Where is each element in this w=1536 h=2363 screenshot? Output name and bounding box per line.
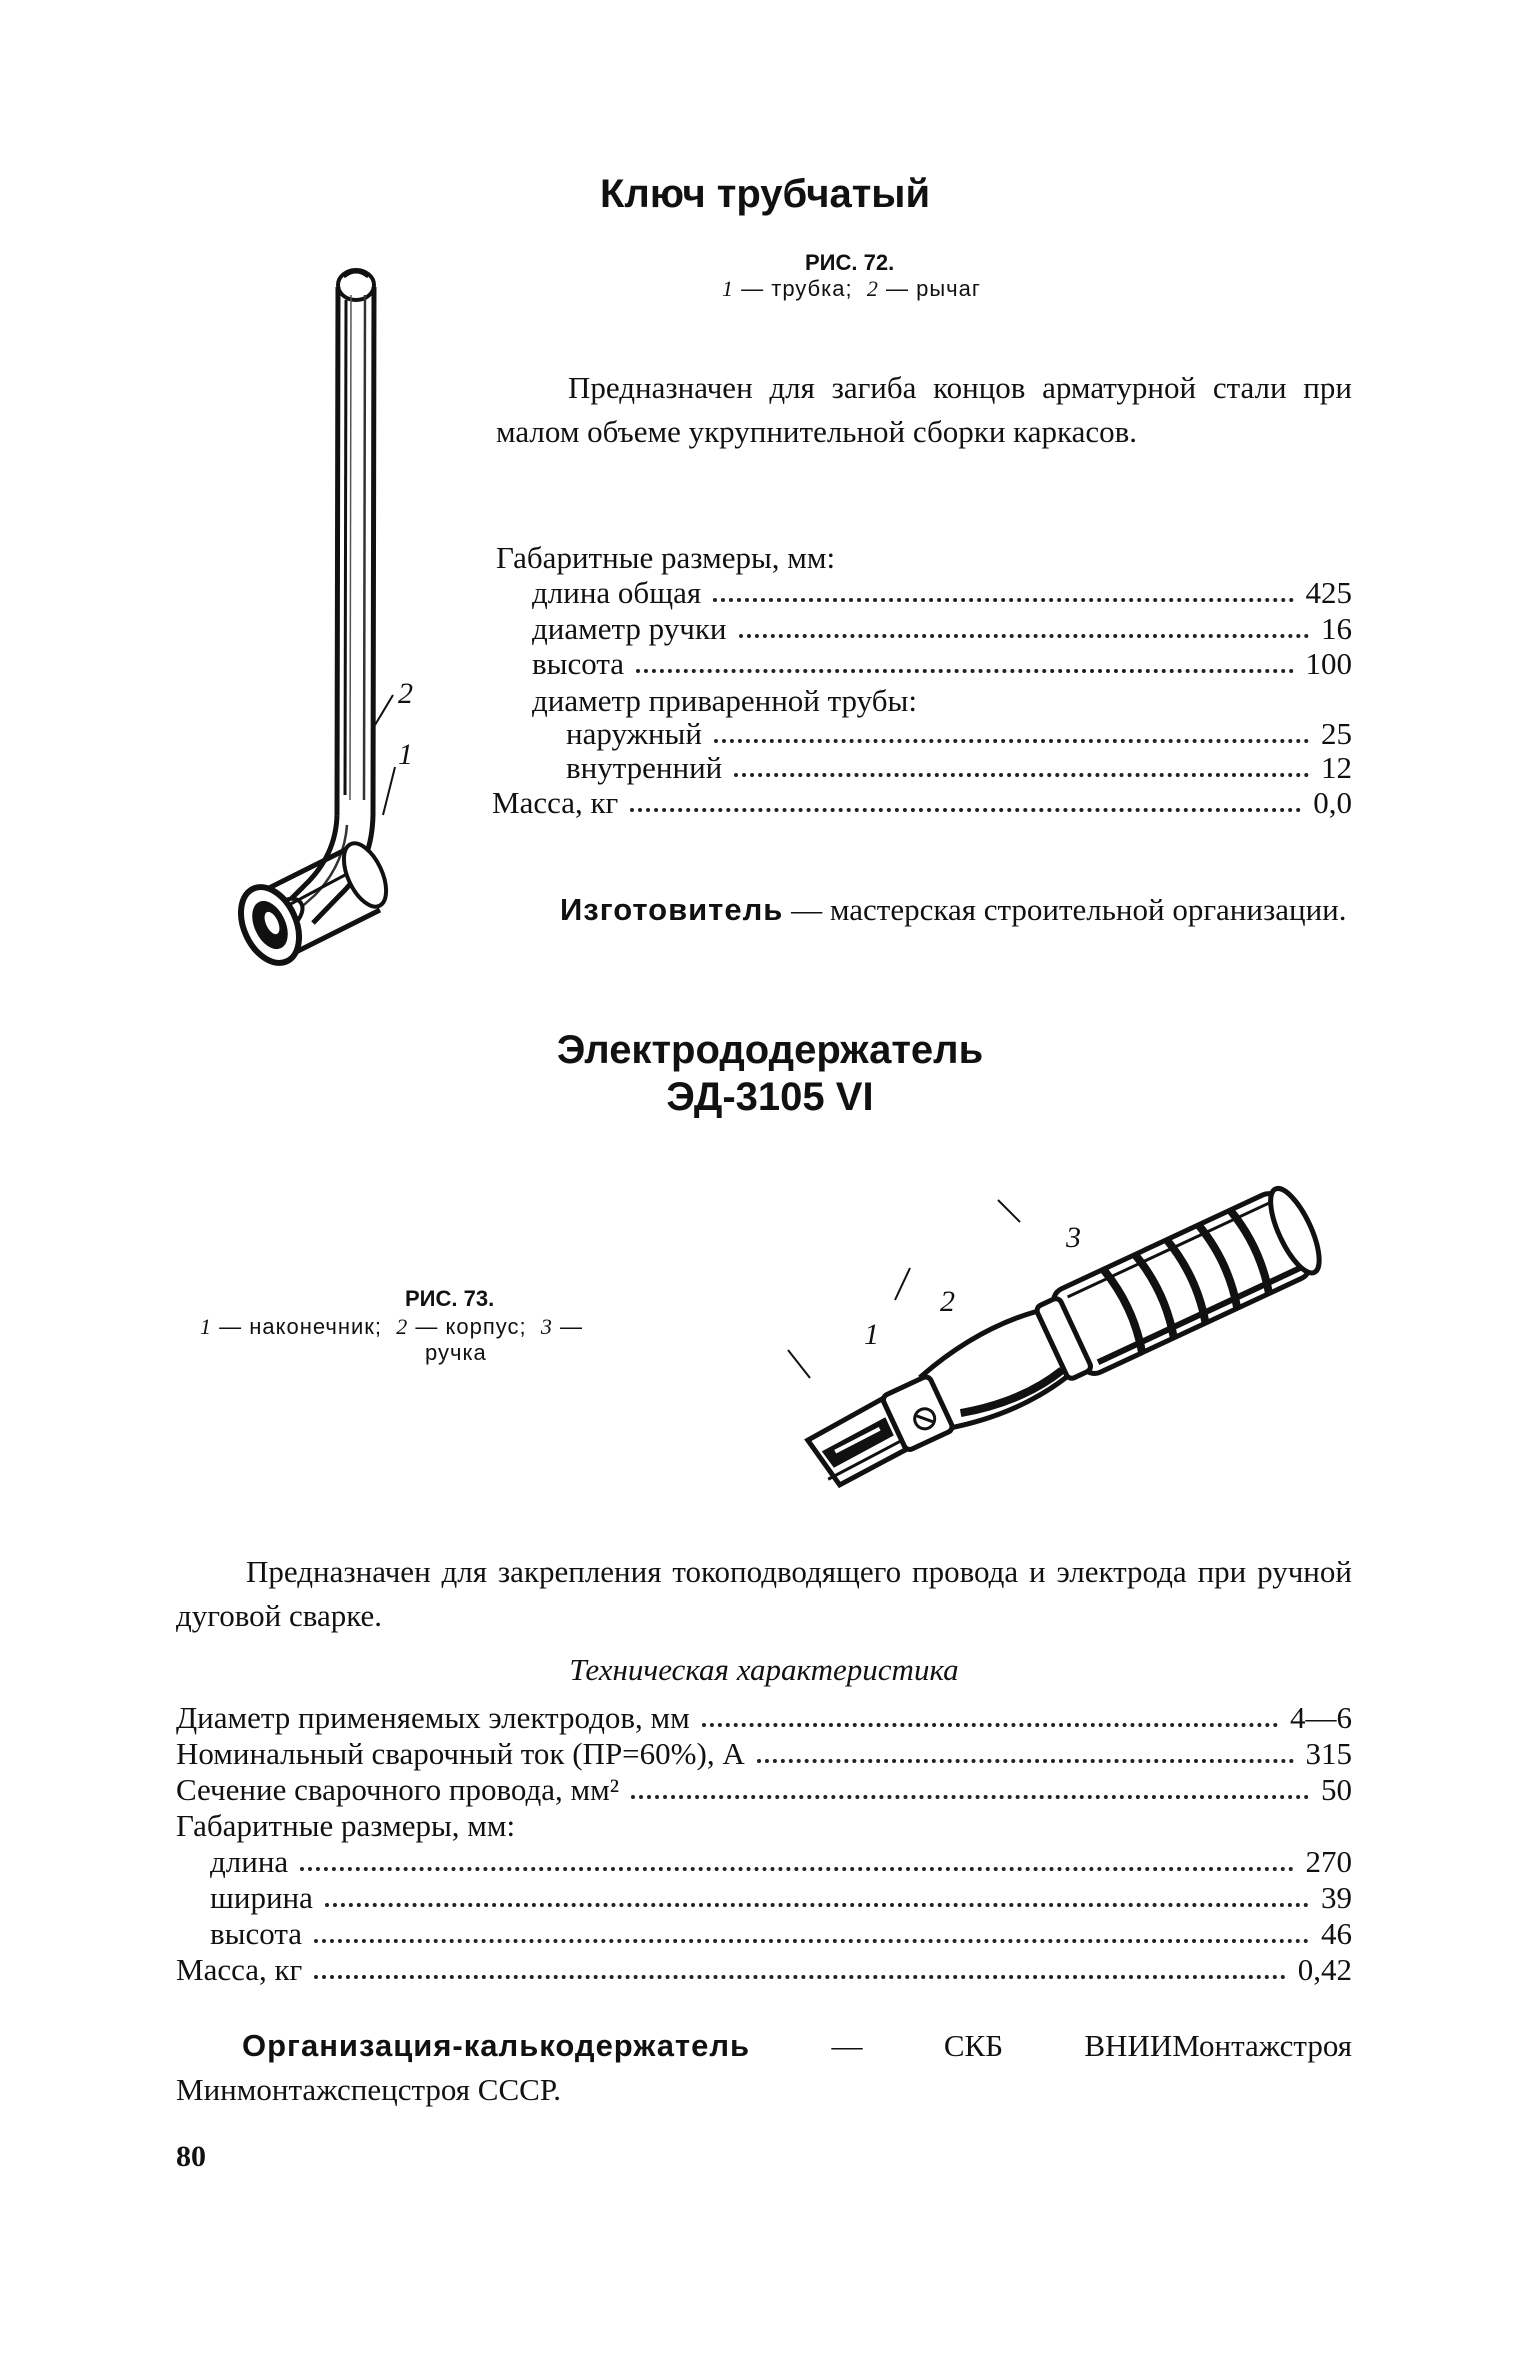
spec-value: 315 xyxy=(1305,1736,1352,1771)
fig72-legend-2-text: — рычаг xyxy=(885,276,981,301)
spec-value: 25 xyxy=(1321,716,1352,751)
spec-name: длина xyxy=(210,1844,289,1879)
spec-row xyxy=(210,1844,1352,1880)
spec-name: ширина xyxy=(210,1880,313,1915)
spec-value: 0,42 xyxy=(1297,1952,1352,1987)
org-text: — СКБ ВНИИМонтажстроя Минмонтажспецстроя СССР. xyxy=(176,2028,1352,2107)
fig72-legend-1-text: — трубка; xyxy=(741,276,853,301)
section1-title: Ключ трубчатый xyxy=(600,172,931,216)
spec-subheading: диаметр приваренной трубы: xyxy=(532,683,917,718)
spec-name: Масса, кг xyxy=(176,1952,303,1987)
spec-row xyxy=(176,1700,1352,1736)
spec-name: высота xyxy=(532,646,625,681)
spec-row xyxy=(566,716,1352,752)
spec-row xyxy=(210,1880,1352,1916)
section1-purpose: Предназначен для загиба концов арматурной стали при малом объеме укрупнительной сборки каркасов. xyxy=(496,370,1352,449)
spec-value: 4—6 xyxy=(1290,1700,1352,1735)
fig73-legend-3-num: 3 xyxy=(540,1314,553,1339)
leader-dots xyxy=(630,808,1301,812)
fig73-callout-3: 3 xyxy=(1066,1221,1081,1254)
leader-dots xyxy=(314,1939,1309,1943)
section1-maker xyxy=(496,888,1352,932)
fig73-legend xyxy=(200,1314,583,1340)
section2-title-line1: Электрододержатель xyxy=(556,1028,984,1072)
fig73-legend-cont: ручка xyxy=(425,1340,487,1365)
fig73-legend-2-num: 2 xyxy=(396,1314,409,1339)
spec-value: 0,0 xyxy=(1313,785,1352,820)
spec-name: внутренний xyxy=(566,750,723,785)
page-number: 80 xyxy=(176,2140,206,2173)
spec-row xyxy=(532,646,1352,682)
spec-name: Диаметр применяемых электродов, мм xyxy=(176,1700,690,1735)
fig72-legend xyxy=(722,276,981,302)
spec-value: 100 xyxy=(1305,646,1352,681)
maker-label: Изготовитель xyxy=(560,892,784,927)
leader-dots xyxy=(739,634,1309,638)
leader-dots xyxy=(702,1723,1278,1727)
tubular-wrench-illustration xyxy=(225,255,445,1015)
rod-body xyxy=(337,287,374,815)
fig73-legend-2-text: — корпус; xyxy=(415,1314,527,1339)
leader-dots xyxy=(631,1795,1309,1799)
spec-row xyxy=(176,1952,1352,1988)
leader-dots xyxy=(314,1975,1285,1979)
leader-dots xyxy=(636,669,1293,673)
spec-value: 270 xyxy=(1305,1844,1352,1879)
section2-title-line2: ЭД-3105 VI xyxy=(666,1075,874,1119)
spec-row xyxy=(532,611,1352,647)
section1-dims-heading: Габаритные размеры, мм: xyxy=(496,540,836,575)
spec-subheading: Габаритные размеры, мм: xyxy=(176,1808,516,1843)
rod-top-cap xyxy=(338,270,374,300)
spec-value: 12 xyxy=(1321,750,1352,785)
spec-value: 39 xyxy=(1321,1880,1352,1915)
spec-value: 16 xyxy=(1321,611,1352,646)
fig73-callout-1: 1 xyxy=(864,1318,879,1351)
section2-purpose: Предназначен для закрепления токоподводящего провода и электрода при ручной дуговой сварке. xyxy=(176,1554,1352,1633)
spec-row xyxy=(210,1916,1352,1952)
spec-name: высота xyxy=(210,1916,303,1951)
spec-row xyxy=(532,575,1352,611)
fig73-legend-1-text: — наконечник; xyxy=(219,1314,383,1339)
spec-name: длина общая xyxy=(532,575,702,610)
spec-name: Сечение сварочного провода, мм² xyxy=(176,1772,620,1807)
tech-heading: Техническая характеристика xyxy=(569,1652,959,1687)
leader-dots xyxy=(325,1903,1309,1907)
spec-row xyxy=(176,1772,1352,1808)
electrode-holder-illustration xyxy=(770,1150,1360,1520)
leader-dots xyxy=(757,1759,1294,1763)
leader-dots xyxy=(300,1867,1293,1871)
section2-organization xyxy=(176,2024,1352,2112)
leader-dots xyxy=(734,773,1309,777)
spec-name: наружный xyxy=(566,716,702,751)
spec-name: Номинальный сварочный ток (ПР=60%), А xyxy=(176,1736,745,1771)
maker-text: — мастерская строительной организации. xyxy=(791,892,1347,927)
fig73-callout-2: 2 xyxy=(940,1285,955,1318)
spec-name: диаметр ручки xyxy=(532,611,727,646)
leader-dots xyxy=(713,598,1293,602)
fig73-number: РИС. 73. xyxy=(405,1286,495,1311)
fig72-callout-1: 1 xyxy=(398,738,413,771)
spec-row xyxy=(566,750,1352,786)
spec-row xyxy=(176,1736,1352,1772)
spec-value: 46 xyxy=(1321,1916,1352,1951)
spec-value: 50 xyxy=(1321,1772,1352,1807)
spec-value: 425 xyxy=(1305,575,1352,610)
fig72-legend-2-num: 2 xyxy=(866,276,879,301)
fig73-legend-1-num: 1 xyxy=(200,1314,212,1339)
fig72-legend-1-num: 1 xyxy=(722,276,734,301)
spec-name: Масса, кг xyxy=(492,785,619,820)
org-label: Организация-калькодержатель xyxy=(242,2028,751,2063)
fig72-callout-2: 2 xyxy=(398,677,413,710)
spec-row xyxy=(492,785,1352,821)
fig72-number: РИС. 72. xyxy=(805,250,895,275)
leader-dots xyxy=(714,739,1309,743)
fig73-legend-3-text: — xyxy=(559,1314,583,1339)
